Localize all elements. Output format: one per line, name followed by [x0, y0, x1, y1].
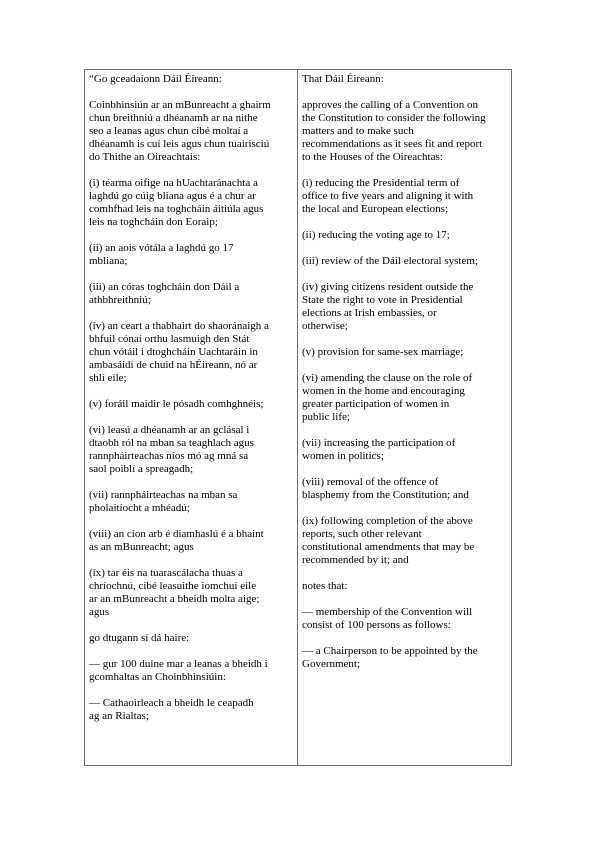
irish-item-ii: (ii) an aois vótála a laghdú go 17 mbliana; [89, 242, 234, 267]
english-notes-heading: notes that: [302, 580, 348, 592]
english-item-vi: (vi) amending the clause on the role of women in the home and encouraging greater participation of women in public life; [302, 372, 473, 423]
english-item-ii: (ii) reducing the voting age to 17; [302, 229, 450, 241]
english-item-viii: (viii) removal of the offence of blasphemy from the Constitution; and [302, 476, 469, 501]
irish-column [85, 70, 298, 765]
english-item-vii: (vii) increasing the participation of women in politics; [302, 437, 456, 462]
irish-preamble: Coinbhinsiún ar an mBunreacht a ghairm chun breithniú a dhéanamh ar na nithe seo a leanas agus chun cibé moltaí a dhéanamh is cuí leis agus chun tuairisciú do Thithe an Oireachtais: [89, 99, 271, 163]
irish-intro: “Go gceadaíonn Dáil Éireann: [89, 73, 222, 85]
irish-notes-heading: go dtugann sí dá haire: [89, 632, 190, 644]
english-item-iii: (iii) review of the Dáil electoral system; [302, 255, 478, 267]
bilingual-motion-table [84, 69, 512, 766]
irish-chairperson: — Cathaoirleach a bheidh le ceapadh ag an Rialtas; [89, 697, 254, 722]
english-item-i: (i) reducing the Presidential term of office to five years and aligning it with the local and European elections; [302, 177, 474, 215]
english-item-iv: (iv) giving citizens resident outside the State the right to vote in Presidential elections at Irish embassies, or otherwise; [302, 281, 474, 332]
english-preamble: approves the calling of a Convention on the Constitution to consider the following matters and to make such recommendations as it sees fit and report to the Houses of the Oireachtas: [302, 99, 486, 163]
irish-membership: — gur 100 duine mar a leanas a bheidh i gcomhaltas an Choinbhinsiúin: [89, 658, 268, 683]
english-item-v: (v) provision for same-sex marriage; [302, 346, 464, 358]
irish-item-vi: (vi) leasú a dhéanamh ar an gclásal i dtaobh ról na mban sa teaghlach agus rannpháirteachas níos mó ag mná sa saol poiblí a spreagadh; [89, 424, 254, 475]
irish-item-vii: (vii) rannpháirteachas na mban sa pholaitíocht a mhéadú; [89, 489, 238, 514]
irish-item-i: (i) téarma oifige na hUachtaránachta a laghdú go cúig bliana agus é a chur ar comhfhad leis na toghcháin áitiúla agus leis na toghcháin don Eoraip; [89, 177, 264, 228]
irish-item-v: (v) foráil maidir le pósadh comhghnéis; [89, 398, 264, 410]
english-item-ix: (ix) following completion of the above reports, such other relevant constitutional amendments that may be recommended by it; and [302, 515, 475, 566]
irish-item-viii: (viii) an cion arb é diamhaslú é a bhaint as an mBunreacht; agus [89, 528, 264, 553]
english-chairperson: — a Chairperson to be appointed by the Government; [302, 645, 478, 670]
irish-item-ix: (ix) tar éis na tuarascálacha thuas a chríochnú, cibé leasuithe iomchuí eile ar an mBunreacht a bheidh molta aige; agus [89, 567, 260, 618]
english-column [298, 70, 511, 765]
english-membership: — membership of the Convention will consist of 100 persons as follows: [302, 606, 473, 631]
irish-item-iii: (iii) an córas toghcháin don Dáil a athbhreithniú; [89, 281, 240, 306]
english-intro: That Dáil Éireann: [302, 73, 384, 85]
irish-item-iv: (iv) an ceart a thabhairt do shaoránaigh a bhfuil cónaí orthu lasmuigh den Stát chun vótáil i dtoghcháin Uachtaráin in ambasáidí de chuid na hÉireann, nó ar shlí eile; [89, 320, 269, 384]
